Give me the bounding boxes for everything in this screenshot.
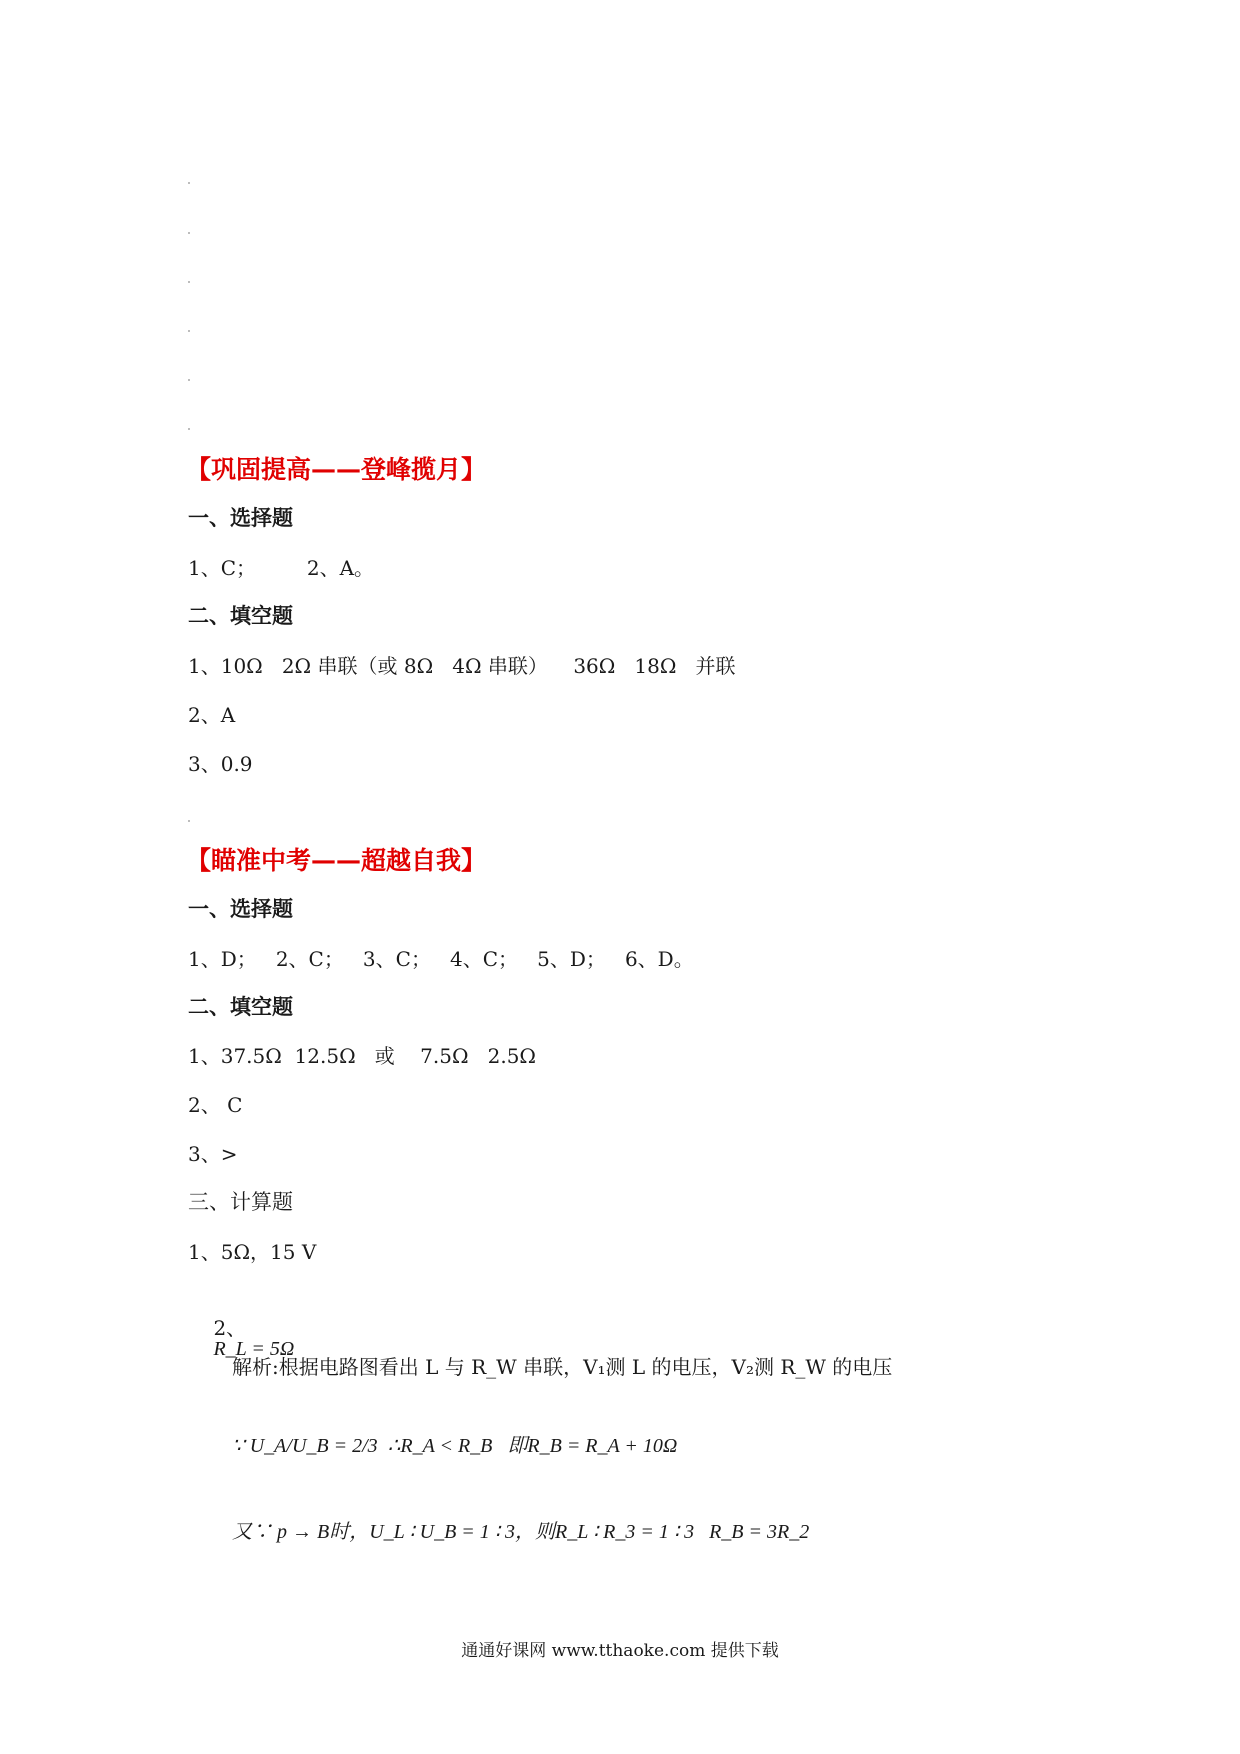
equation-ratio: ∵ U_A/U_B = 2/3 ∴R_A < R_B 即R_B = R_A + 10Ω — [232, 1435, 678, 1457]
section-heading-exam: 【瞄准中考——超越自我】 — [186, 846, 487, 875]
fill-answer: 3、> — [188, 1142, 238, 1166]
margin-mark — [188, 428, 190, 430]
equation-p-to-b: 又∵ p → B时，U_L ∶ U_B = 1 ∶ 3，则R_L ∶ R_3 = 1 ∶ 3 R_B = 3R_2 — [232, 1521, 810, 1543]
analysis-text: 解析:根据电路图看出 L 与 R_W 串联，V₁测 L 的电压，V₂测 R_W 的电压 — [232, 1355, 893, 1379]
fill-title: 二、填空题 — [188, 604, 293, 628]
page-footer: 通通好课网 www.tthaoke.com 提供下载 — [461, 1641, 779, 1661]
calc-answer-prefix: 2、 — [213, 1316, 247, 1340]
formula-rl: R_L = 5Ω — [213, 1338, 295, 1360]
mc-title: 一、选择题 — [188, 506, 293, 530]
fill-answer: 1、10Ω 2Ω 串联（或 8Ω 4Ω 串联） 36Ω 18Ω 并联 — [188, 654, 736, 678]
calc-answer: 1、5Ω，15 V — [188, 1240, 317, 1264]
margin-mark — [188, 820, 190, 822]
fill-answer: 2、A — [188, 703, 236, 727]
mc-answers: 1、D； 2、C； 3、C； 4、C； 5、D； 6、D。 — [188, 947, 694, 971]
fill-answer: 2、 C — [188, 1093, 243, 1117]
fill-answer: 3、0.9 — [188, 752, 253, 776]
calc-title: 三、计算题 — [188, 1190, 293, 1214]
margin-mark — [188, 232, 190, 234]
fill-title: 二、填空题 — [188, 995, 293, 1019]
margin-mark — [188, 330, 190, 332]
margin-mark — [188, 379, 190, 381]
section-heading-consolidate: 【巩固提高——登峰揽月】 — [186, 455, 487, 484]
margin-mark — [188, 281, 190, 283]
margin-mark — [188, 182, 190, 184]
fill-answer: 1、37.5Ω 12.5Ω 或 7.5Ω 2.5Ω — [188, 1044, 537, 1068]
mc-answers: 1、C； 2、A。 — [188, 556, 375, 580]
mc-title: 一、选择题 — [188, 897, 293, 921]
